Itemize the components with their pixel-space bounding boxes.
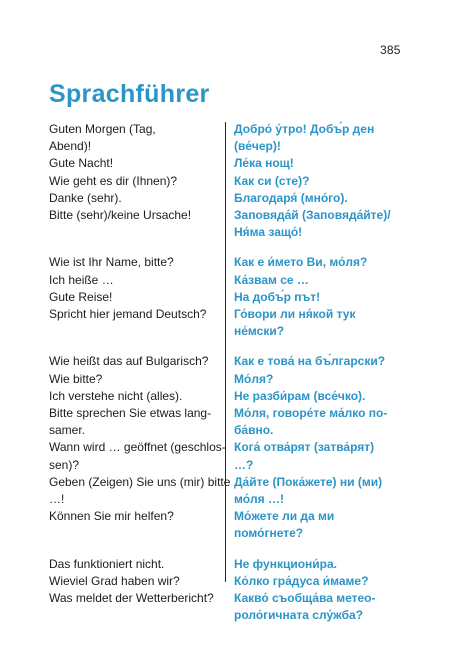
bulgarian-phrase-line: Го́вори ли ня́кой тук (234, 307, 356, 321)
bulgarian-phrase-line: Да́йте (Пока́жете) ни (ми) (234, 474, 383, 489)
german-phrase (49, 590, 219, 607)
german-phrase (49, 573, 219, 590)
german-phrase-line: Können Sie mir helfen? (49, 509, 174, 524)
german-phrase (49, 272, 219, 289)
german-phrase-line: Wie bitte? (49, 371, 103, 386)
german-phrase-line: Bitte sprechen Sie etwas lang- (49, 406, 212, 420)
bulgarian-phrase (234, 306, 434, 340)
bulgarian-phrase-line: Мо́ля? (234, 371, 274, 386)
german-phrase-line: Ich verstehe nicht (alles). (49, 388, 183, 403)
bulgarian-phrase-line: Мо́ля, говоре́те ма́лко по- (234, 406, 388, 420)
phrase-row (0, 207, 456, 241)
german-phrase-line: …! (49, 492, 65, 506)
german-phrase-line: Wie ist Ihr Name, bitte? (49, 255, 174, 270)
bulgarian-phrase-line: Какво́ съобща́ва метео- (234, 591, 376, 605)
bulgarian-phrase-line: не́мски? (234, 324, 285, 339)
phrase-row (0, 388, 456, 405)
german-phrase (49, 155, 219, 172)
page-title: Sprachführer (49, 80, 210, 108)
german-phrase (49, 353, 219, 370)
bulgarian-phrase (234, 439, 434, 473)
german-phrase-line: Guten Morgen (Tag, (49, 122, 156, 136)
phrase-row (0, 289, 456, 306)
german-phrase (49, 207, 219, 224)
phrase-row (0, 155, 456, 172)
german-phrase (49, 388, 219, 405)
bulgarian-phrase (234, 474, 434, 508)
phrase-row (0, 590, 456, 624)
bulgarian-phrase (234, 353, 434, 370)
german-phrase-line: samer. (49, 423, 86, 438)
phrase-row (0, 173, 456, 190)
bulgarian-phrase-line: Ле́ка нощ! (234, 156, 294, 171)
german-phrase-line: Wie geht es dir (Ihnen)? (49, 173, 178, 188)
bulgarian-phrase-line: На добъ́р път! (234, 289, 321, 304)
bulgarian-phrase (234, 289, 434, 306)
bulgarian-phrase (234, 190, 434, 207)
bulgarian-phrase-line: Благодаря́ (мно́го). (234, 190, 348, 205)
german-phrase-line: Abend)! (49, 139, 92, 154)
german-phrase (49, 121, 219, 155)
german-phrase-line: sen)? (49, 457, 80, 472)
bulgarian-phrase-line: помо́гнете? (234, 526, 304, 541)
bulgarian-phrase (234, 272, 434, 289)
german-phrase (49, 190, 219, 207)
bulgarian-phrase-line: мо́ля …! (234, 492, 285, 506)
german-phrase (49, 508, 219, 525)
german-phrase (49, 173, 219, 190)
phrase-row (0, 254, 456, 271)
german-phrase-line: Gute Reise! (49, 289, 113, 304)
german-phrase (49, 556, 219, 573)
bulgarian-phrase (234, 173, 434, 190)
bulgarian-phrase-line: Добро́ у́тро! Добъ́р ден (234, 122, 375, 136)
bulgarian-phrase-line: роло́гичната слу́жба? (234, 608, 364, 623)
german-phrase-line: Was meldet der Wetterbericht? (49, 591, 214, 605)
bulgarian-phrase-line: Как е това́ на бъ́лгарски? (234, 354, 386, 369)
bulgarian-phrase (234, 556, 434, 573)
bulgarian-phrase (234, 207, 434, 241)
phrase-row (0, 508, 456, 542)
bulgarian-phrase-line: (ве́чер)! (234, 139, 281, 154)
bulgarian-phrase-line: ба́вно. (234, 423, 274, 438)
phrase-row (0, 371, 456, 388)
phrase-row (0, 573, 456, 590)
bulgarian-phrase-line: Ня́ма защо́! (234, 225, 303, 240)
bulgarian-phrase-line: Не функциони́ра. (234, 556, 337, 571)
phrase-row (0, 272, 456, 289)
german-phrase-line: Bitte (sehr)/keine Ursache! (49, 208, 192, 222)
bulgarian-phrase-line: Ка́звам се … (234, 272, 309, 287)
german-phrase-line: Wann wird … geöffnet (geschlos- (49, 440, 226, 455)
bulgarian-phrase-line: Как е и́мето Ви, мо́ля? (234, 255, 368, 270)
bulgarian-phrase (234, 590, 434, 624)
bulgarian-phrase (234, 573, 434, 590)
phrase-row (0, 121, 456, 155)
bulgarian-phrase (234, 508, 434, 542)
german-phrase (49, 439, 226, 473)
german-phrase-line: Danke (sehr). (49, 190, 122, 205)
phrase-row (0, 474, 456, 508)
phrase-row (0, 306, 456, 340)
german-phrase-line: Wieviel Grad haben wir? (49, 573, 180, 588)
german-phrase-line: Spricht hier jemand Deutsch? (49, 307, 207, 321)
bulgarian-phrase-line: Как си (сте)? (234, 173, 310, 188)
bulgarian-phrase (234, 371, 434, 388)
german-phrase-line: Geben (Zeigen) Sie uns (mir) bitte (49, 474, 231, 489)
bulgarian-phrase (234, 388, 434, 405)
bulgarian-phrase (234, 155, 434, 172)
bulgarian-phrase-line: …? (234, 457, 254, 472)
bulgarian-phrase-line: Заповяда́й (Заповяда́йте)/ (234, 208, 391, 222)
bulgarian-phrase-line: Ко́лко гра́дуса и́маме? (234, 573, 369, 588)
phrase-row (0, 439, 456, 473)
bulgarian-phrase-line: Кога́ отва́рят (затва́рят) (234, 440, 375, 455)
german-phrase (49, 371, 219, 388)
german-phrase (49, 254, 219, 271)
bulgarian-phrase-line: Не разби́рам (все́чко). (234, 388, 366, 403)
german-phrase-line: Gute Nacht! (49, 156, 114, 171)
german-phrase (49, 405, 219, 439)
bulgarian-phrase (234, 254, 434, 271)
phrase-row (0, 556, 456, 573)
phrase-row (0, 405, 456, 439)
german-phrase (49, 474, 231, 508)
german-phrase-line: Das funktioniert nicht. (49, 556, 165, 571)
bulgarian-phrase-line: Мо́жете ли да ми (234, 509, 335, 524)
german-phrase-line: Ich heiße … (49, 272, 114, 287)
german-phrase (49, 306, 219, 323)
german-phrase (49, 289, 219, 306)
bulgarian-phrase (234, 405, 434, 439)
page-number: 385 (380, 43, 401, 57)
bulgarian-phrase (234, 121, 434, 155)
german-phrase-line: Wie heißt das auf Bulgarisch? (49, 354, 209, 369)
phrase-row (0, 190, 456, 207)
phrase-row (0, 353, 456, 370)
